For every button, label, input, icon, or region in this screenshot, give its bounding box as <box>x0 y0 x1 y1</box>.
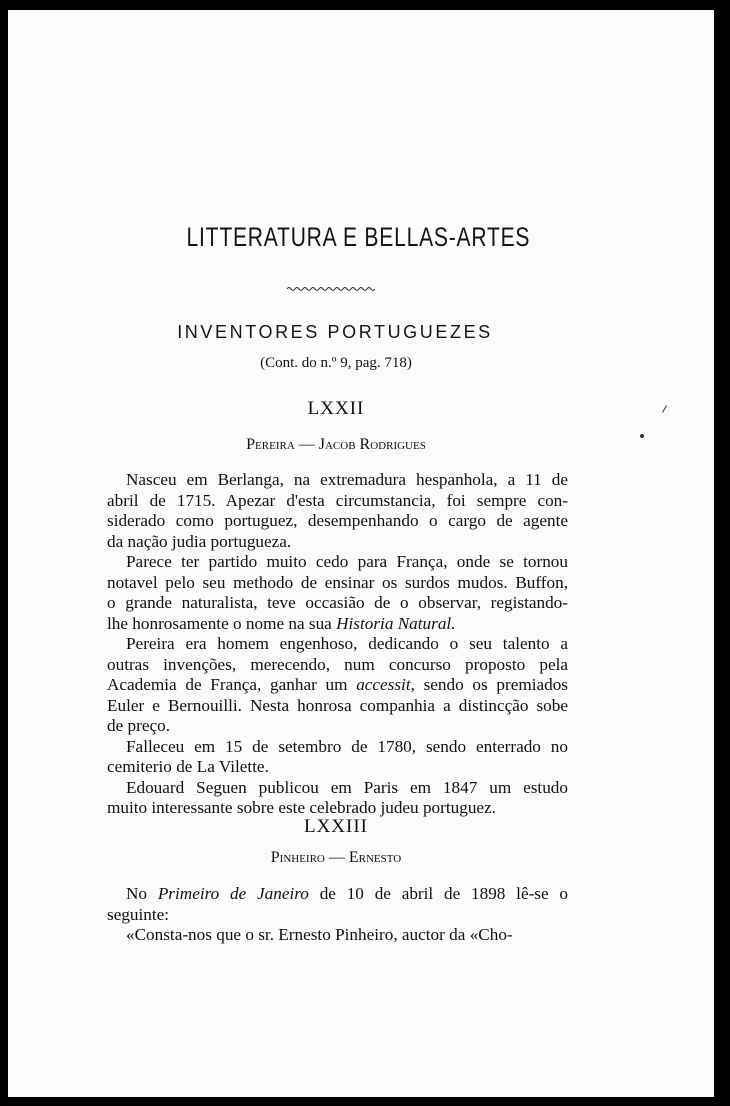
text-line <box>107 905 568 926</box>
text-segment: o grande naturalista, teve occasião de o observar, registando- <box>107 593 568 612</box>
text-line <box>107 573 568 594</box>
text-segment: da nação judia portugueza. <box>107 531 292 551</box>
text-segment: outras invenções, merecendo, num concurso proposto pela <box>107 654 568 674</box>
text-segment: de preço. <box>107 716 170 735</box>
text-line <box>107 634 568 655</box>
text-segment: sendo os premiados <box>414 675 568 694</box>
text-line <box>107 778 568 799</box>
text-line <box>107 491 568 512</box>
italic-text: Primeiro de Janeiro <box>157 884 309 903</box>
text-segment: seguinte: <box>107 904 170 924</box>
text-segment: notavel pelo seu methodo de ensinar os surdos mudos. Buffon, <box>107 572 568 592</box>
entry-subject: Pereira — Jacob Rodrigues <box>246 436 426 453</box>
text-line <box>107 675 568 696</box>
page-title: LITTERATURA E BELLAS-ARTES <box>186 222 531 252</box>
text-line <box>107 655 568 676</box>
section-title: INVENTORES PORTUGUEZES <box>177 322 493 342</box>
continuation-note: (Cont. do n.º 9, pag. 718) <box>260 355 412 371</box>
text-line <box>107 552 568 573</box>
text-segment: cemiterio de La Vilette. <box>107 757 269 776</box>
text-segment: de 10 de abril de 1898 lê-se o <box>308 884 569 903</box>
entry-body <box>107 470 568 819</box>
entry-number: LXXII <box>307 398 365 419</box>
text-line <box>107 696 568 717</box>
text-segment: Euler e Bernouilli. Nesta honrosa companhia a distincção sobe <box>107 695 568 715</box>
text-line <box>107 532 568 553</box>
text-line <box>107 757 568 778</box>
text-segment: Edouard Seguen publicou em Paris em 1847 um estudo <box>126 777 568 797</box>
italic-text: Historia Natural. <box>336 613 456 633</box>
text-line <box>107 737 568 758</box>
italic-text: accessit, <box>356 675 415 694</box>
text-line <box>107 614 568 635</box>
text-segment: abril de 1715. Apezar d'esta circumstancia, foi sempre con- <box>107 490 568 510</box>
text-line <box>107 925 568 946</box>
text-segment: «Consta-nos que o sr. Ernesto Pinheiro, auctor da «Cho- <box>126 925 513 944</box>
ink-speck <box>640 434 644 438</box>
text-segment: Pereira era homem engenhoso, dedicando o seu talento a <box>126 634 568 653</box>
text-segment: Falleceu em 15 de setembro de 1780, sendo enterrado no <box>126 736 568 756</box>
text-line <box>107 511 568 532</box>
text-segment: siderado como portuguez, desempenhando o cargo de agente <box>107 511 568 530</box>
text-segment: Academia de França, ganhar um <box>107 675 357 694</box>
entry-subject: Pinheiro — Ernesto <box>270 849 402 866</box>
text-segment: No <box>126 884 158 903</box>
text-line <box>107 884 568 905</box>
text-line <box>107 593 568 614</box>
text-segment: Nasceu em Berlanga, na extremadura hespanhola, a 11 de <box>126 470 568 489</box>
wavy-rule-ornament <box>287 286 375 292</box>
text-segment: muito interessante sobre este celebrado judeu portuguez. <box>107 798 496 817</box>
entry-body <box>107 884 568 946</box>
text-line <box>107 716 568 737</box>
text-segment: lhe honrosamente o nome na sua <box>107 613 337 633</box>
text-segment: Parece ter partido muito cedo para França, onde se tornou <box>126 552 568 571</box>
entry-number: LXXIII <box>303 816 369 837</box>
text-line <box>107 470 568 491</box>
